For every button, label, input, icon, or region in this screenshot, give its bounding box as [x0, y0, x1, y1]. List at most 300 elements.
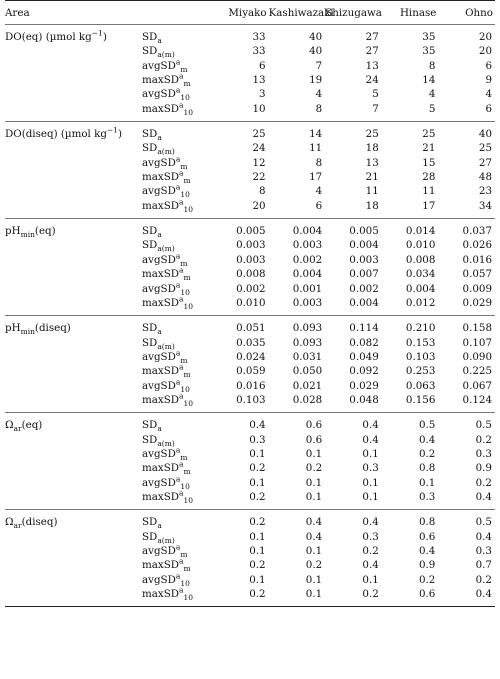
- cell-value: 0.008: [236, 268, 266, 281]
- cell-value: 0.035: [236, 336, 266, 349]
- cell-value: 20: [478, 45, 492, 58]
- table-row: [5, 587, 495, 601]
- cell-value: 11: [422, 185, 436, 198]
- cell-value: 0.082: [349, 336, 379, 349]
- group-title-empty: [5, 461, 142, 475]
- table-group: [5, 122, 495, 219]
- cell-value: 0.009: [462, 282, 492, 295]
- cell-value: 0.3: [418, 490, 436, 503]
- group-title: DO(eq) (µmol $kg^{-1}$): [5, 28, 107, 43]
- cell-value: 0.004: [292, 225, 323, 238]
- cell-value: 0.003: [292, 239, 323, 252]
- cell-value: 0.6: [418, 588, 436, 601]
- cell-value: 4: [315, 185, 323, 198]
- cell-value: 0.1: [362, 476, 379, 489]
- group-title-empty: [5, 447, 142, 461]
- stat-label: maxSD$^a_{10}$: [142, 294, 194, 311]
- cell-value: 0.003: [236, 253, 266, 266]
- group-title-empty: [5, 73, 142, 87]
- cell-value: 0.2: [362, 545, 379, 557]
- stat-label: avgSD$^a_m$: [142, 542, 188, 560]
- table-row: [5, 530, 495, 544]
- table-row: [5, 316, 495, 336]
- group-title-empty: [5, 393, 142, 407]
- header-station-miyako: Miyako: [212, 1, 269, 25]
- cell-value: 0.093: [292, 336, 323, 349]
- stat-label: maxSD$^a_m$: [142, 71, 191, 89]
- table-row: [5, 122, 495, 142]
- cell-value: 0.004: [349, 239, 379, 252]
- stat-label: avgSD$^a_{10}$: [142, 85, 190, 103]
- table-row: [5, 156, 495, 170]
- header-area: Area: [5, 1, 142, 25]
- group-title-empty: [5, 530, 142, 544]
- table-row: [5, 253, 495, 267]
- cell-value: 0.050: [292, 365, 323, 378]
- cell-value: 0.031: [292, 350, 323, 363]
- cell-value: 0.2: [362, 588, 379, 601]
- cell-value: 0.063: [405, 379, 436, 392]
- cell-value: 0.4: [305, 530, 323, 543]
- stat-label: maxSD$^a_m$: [142, 459, 191, 477]
- table-header: [5, 1, 495, 25]
- cell-value: 0.4: [475, 490, 492, 503]
- cell-value: 0.6: [305, 433, 323, 446]
- cell-value: 3: [259, 88, 266, 101]
- stat-label: maxSD$^a_{10}$: [142, 391, 194, 408]
- table-row: [5, 184, 495, 198]
- group-title-empty: [5, 238, 142, 252]
- group-title-empty: [5, 544, 142, 558]
- stat-label: avgSD$^a_m$: [142, 251, 188, 268]
- stat-label: avgSD$^a_m$: [142, 154, 188, 171]
- group-title-empty: [5, 364, 142, 378]
- cell-value: 0.059: [236, 365, 266, 378]
- cell-value: 0.002: [349, 282, 379, 295]
- cell-value: 0.4: [418, 545, 436, 557]
- cell-value: 0.021: [292, 379, 323, 392]
- cell-value: 6: [485, 102, 492, 115]
- cell-value: 23: [478, 185, 492, 198]
- cell-value: 13: [252, 74, 266, 87]
- group-title-empty: [5, 170, 142, 184]
- cell-value: 22: [252, 171, 266, 184]
- cell-value: 0.2: [249, 462, 266, 475]
- cell-value: 0.005: [236, 225, 266, 238]
- cell-value: 17: [422, 199, 436, 212]
- cell-value: 0.4: [362, 433, 379, 446]
- cell-value: 4: [315, 88, 323, 101]
- table-row: [5, 379, 495, 393]
- table-row: [5, 433, 495, 447]
- table-row: [5, 364, 495, 378]
- cell-value: 18: [365, 142, 379, 155]
- cell-value: 8: [259, 185, 266, 198]
- cell-value: 0.2: [249, 559, 266, 572]
- cell-value: 0.3: [475, 447, 492, 460]
- cell-value: 0.8: [418, 462, 436, 475]
- table-row: [5, 413, 495, 433]
- cell-value: 0.1: [249, 573, 266, 586]
- cell-value: 14: [422, 74, 436, 87]
- table-row: [5, 102, 495, 116]
- group-title-empty: [5, 87, 142, 101]
- stat-label: maxSD$^a_m$: [142, 362, 191, 380]
- group-title-empty: [5, 490, 142, 504]
- cell-value: 0.048: [349, 393, 379, 406]
- cell-value: 0.002: [236, 282, 266, 295]
- cell-value: 25: [422, 128, 436, 141]
- stat-label: $SD_{a(m)}$: [142, 142, 175, 157]
- cell-value: 18: [365, 199, 379, 212]
- stat-label: avgSD$^a_{10}$: [142, 474, 190, 491]
- group-title-empty: [5, 336, 142, 350]
- group-title-empty: [5, 253, 142, 267]
- group-title-empty: [5, 59, 142, 73]
- cell-value: 6: [315, 199, 323, 212]
- stat-label: maxSD$^a_{10}$: [142, 585, 194, 603]
- cell-value: 0.1: [305, 573, 323, 586]
- cell-value: 0.158: [462, 322, 492, 335]
- stat-label: $SD_a$: [142, 516, 162, 531]
- cell-value: 27: [478, 156, 492, 169]
- stat-label: avgSD$^a_m$: [142, 445, 188, 462]
- stat-label: maxSD$^a_m$: [142, 265, 191, 283]
- cell-value: 5: [428, 102, 436, 115]
- cell-value: 0.003: [292, 296, 323, 309]
- cell-value: 0.093: [292, 322, 323, 335]
- cell-value: 0.1: [362, 490, 379, 503]
- stat-label: avgSD$^a_{10}$: [142, 571, 190, 588]
- cell-value: 0.016: [462, 253, 492, 266]
- cell-value: 0.2: [475, 476, 492, 489]
- cell-value: 11: [365, 185, 379, 198]
- cell-value: 0.067: [462, 379, 492, 392]
- cell-value: 0.3: [475, 545, 492, 557]
- cell-value: 0.7: [475, 559, 492, 572]
- cell-value: 0.9: [418, 559, 436, 572]
- table-row: [5, 25, 495, 45]
- group-title: DO(diseq) (µmol $kg^{-1}$): [5, 125, 123, 141]
- cell-value: 8: [315, 156, 323, 169]
- stat-label: $SD_{a(m)}$: [142, 433, 175, 448]
- cell-value: 25: [365, 128, 379, 141]
- cell-value: 0.5: [475, 419, 492, 432]
- group-title: $\Omega_{ar}(diseq)$: [5, 516, 58, 531]
- cell-value: 0.3: [249, 433, 266, 446]
- cell-value: 0.2: [305, 462, 323, 475]
- cell-value: 0.2: [475, 433, 492, 446]
- cell-value: 0.1: [305, 447, 323, 460]
- cell-value: 0.2: [305, 559, 323, 572]
- cell-value: 5: [372, 88, 379, 101]
- stat-label: avgSD$^a_m$: [142, 57, 188, 74]
- cell-value: 7: [315, 59, 323, 72]
- cell-value: 0.5: [475, 516, 492, 529]
- cell-value: 0.092: [349, 365, 379, 378]
- cell-value: 0.4: [362, 516, 379, 529]
- cell-value: 0.8: [418, 516, 436, 529]
- table-row: [5, 59, 495, 73]
- table-row: [5, 199, 495, 213]
- stat-label: $SD_a$: [142, 31, 162, 46]
- cell-value: 12: [252, 156, 266, 169]
- cell-value: 0.001: [292, 282, 323, 295]
- cell-value: 0.024: [236, 350, 266, 363]
- cell-value: 0.1: [249, 476, 266, 489]
- stat-label: $SD_a$: [142, 128, 162, 143]
- stat-label: maxSD$^a_{10}$: [142, 197, 194, 214]
- cell-value: 0.2: [418, 573, 436, 586]
- cell-value: 40: [478, 128, 492, 141]
- stat-label: avgSD$^a_{10}$: [142, 377, 190, 394]
- table-row: [5, 87, 495, 101]
- group-title-empty: [5, 558, 142, 572]
- cell-value: 0.012: [405, 296, 436, 309]
- table-row: [5, 490, 495, 504]
- group-title-empty: [5, 156, 142, 170]
- stat-label: $SD_{a(m)}$: [142, 530, 175, 545]
- cell-value: 0.6: [418, 530, 436, 543]
- cell-value: 0.1: [305, 588, 323, 601]
- cell-value: 20: [252, 199, 266, 212]
- table-row: [5, 476, 495, 490]
- group-title-empty: [5, 141, 142, 155]
- cell-value: 6: [485, 59, 492, 72]
- header-stat: [142, 1, 212, 25]
- cell-value: 0.9: [475, 462, 492, 475]
- cell-value: 0.2: [249, 490, 266, 503]
- cell-value: 0.4: [475, 588, 492, 601]
- cell-value: 0.016: [236, 379, 266, 392]
- stat-label: $SD_{a(m)}$: [142, 336, 175, 351]
- group-title: $\Omega_{ar}(eq)$: [5, 419, 43, 434]
- table-row: [5, 573, 495, 587]
- cell-value: 8: [428, 59, 436, 72]
- table-row: [5, 44, 495, 58]
- cell-value: 21: [365, 171, 379, 184]
- table-row: [5, 73, 495, 87]
- table-row: [5, 219, 495, 239]
- group-title-empty: [5, 44, 142, 58]
- cell-value: 0.010: [236, 296, 266, 309]
- cell-value: 0.225: [462, 365, 492, 378]
- cell-value: 34: [478, 199, 492, 212]
- cell-value: 0.004: [349, 296, 379, 309]
- cell-value: 0.1: [305, 476, 323, 489]
- table-group: [5, 25, 495, 122]
- cell-value: 0.028: [292, 393, 323, 406]
- cell-value: 0.002: [292, 253, 323, 266]
- cell-value: 0.103: [405, 350, 436, 363]
- table-row: [5, 461, 495, 475]
- table-row: [5, 393, 495, 407]
- cell-value: 0.029: [462, 296, 492, 309]
- cell-value: 0.114: [349, 322, 379, 335]
- group-title: $pH_{min}(diseq)$: [5, 322, 71, 337]
- group-title-empty: [5, 350, 142, 364]
- stat-label: maxSD$^a_m$: [142, 556, 191, 574]
- cell-value: 6: [259, 59, 266, 72]
- cell-value: 0.003: [236, 239, 266, 252]
- header-row: [5, 1, 495, 25]
- stat-label: avgSD$^a_{10}$: [142, 183, 190, 200]
- stat-label: maxSD$^a_m$: [142, 168, 191, 186]
- table-group: [5, 510, 495, 607]
- cell-value: 8: [315, 102, 323, 115]
- group-title-empty: [5, 379, 142, 393]
- header-station-shizugawa: Shizugawa: [325, 1, 382, 25]
- table-row: [5, 141, 495, 155]
- cell-value: 33: [252, 31, 266, 43]
- cell-value: 48: [478, 171, 492, 184]
- cell-value: 0.1: [362, 447, 379, 460]
- group-title-empty: [5, 573, 142, 587]
- cell-value: 0.1: [418, 476, 436, 489]
- group-title-empty: [5, 282, 142, 296]
- header-station-hinase: Hinase: [382, 1, 439, 25]
- group-title-empty: [5, 102, 142, 116]
- cell-value: 7: [372, 102, 379, 115]
- group-title-empty: [5, 476, 142, 490]
- cell-value: 0.008: [405, 253, 436, 266]
- cell-value: 0.107: [462, 336, 492, 349]
- cell-value: 25: [252, 128, 266, 141]
- table-row: [5, 267, 495, 281]
- group-spacer-cell: [5, 601, 495, 607]
- stat-label: $SD_a$: [142, 419, 162, 434]
- cell-value: 0.090: [462, 350, 492, 363]
- cell-value: 0.007: [349, 268, 379, 281]
- cell-value: 0.4: [418, 433, 436, 446]
- stat-label: $SD_{a(m)}$: [142, 45, 175, 60]
- cell-value: 0.253: [405, 365, 436, 378]
- table-group: [5, 316, 495, 413]
- cell-value: 33: [252, 45, 266, 58]
- table-group: [5, 219, 495, 316]
- cell-value: 0.010: [405, 239, 436, 252]
- group-spacer: [5, 601, 495, 607]
- cell-value: 0.057: [462, 268, 492, 281]
- cell-value: 0.005: [349, 225, 379, 238]
- cell-value: 0.1: [249, 447, 266, 460]
- cell-value: 0.051: [236, 322, 266, 335]
- cell-value: 10: [252, 102, 266, 115]
- cell-value: 0.153: [405, 336, 436, 349]
- cell-value: 15: [422, 156, 436, 169]
- cell-value: 0.6: [305, 419, 323, 432]
- cell-value: 35: [422, 31, 436, 43]
- stat-label: maxSD$^a_{10}$: [142, 488, 194, 506]
- cell-value: 0.049: [349, 350, 379, 363]
- cell-value: 27: [365, 31, 379, 43]
- stat-label: avgSD$^a_{10}$: [142, 280, 190, 297]
- cell-value: 0.103: [236, 393, 266, 406]
- cell-value: 13: [365, 156, 379, 169]
- cell-value: 0.1: [305, 490, 323, 503]
- table-row: [5, 238, 495, 252]
- cell-value: 11: [309, 142, 323, 155]
- cell-value: 0.026: [462, 239, 492, 252]
- cell-value: 0.2: [418, 447, 436, 460]
- statistics-table: [5, 0, 495, 607]
- table-group: [5, 413, 495, 510]
- cell-value: 20: [478, 31, 492, 43]
- cell-value: 0.3: [362, 462, 379, 475]
- stat-label: $SD_a$: [142, 322, 162, 337]
- cell-value: 13: [365, 59, 379, 72]
- cell-value: 35: [422, 45, 436, 58]
- table-row: [5, 350, 495, 364]
- cell-value: 0.5: [418, 419, 436, 432]
- cell-value: 27: [365, 45, 379, 58]
- cell-value: 25: [478, 142, 492, 155]
- cell-value: 0.4: [362, 419, 379, 432]
- cell-value: 0.1: [305, 545, 323, 557]
- cell-value: 0.2: [249, 516, 266, 529]
- cell-value: 9: [485, 74, 492, 87]
- cell-value: 24: [252, 142, 266, 155]
- cell-value: 17: [309, 171, 323, 184]
- cell-value: 14: [309, 128, 323, 141]
- table-row: [5, 558, 495, 572]
- table-row: [5, 170, 495, 184]
- cell-value: 0.124: [462, 393, 492, 406]
- cell-value: 0.1: [249, 530, 266, 543]
- group-title-empty: [5, 433, 142, 447]
- table-row: [5, 336, 495, 350]
- cell-value: 0.004: [292, 268, 323, 281]
- cell-value: 0.037: [462, 225, 492, 238]
- cell-value: 0.029: [349, 379, 379, 392]
- table-row: [5, 282, 495, 296]
- cell-value: 0.1: [362, 573, 379, 586]
- group-title-empty: [5, 184, 142, 198]
- group-title-empty: [5, 296, 142, 310]
- group-title-empty: [5, 587, 142, 601]
- stat-label: $SD_a$: [142, 225, 162, 240]
- cell-value: 0.4: [475, 530, 492, 543]
- cell-value: 0.1: [249, 545, 266, 557]
- cell-value: 0.210: [405, 322, 436, 335]
- cell-value: 28: [422, 171, 436, 184]
- cell-value: 0.004: [405, 282, 436, 295]
- table-row: [5, 296, 495, 310]
- table-row: [5, 447, 495, 461]
- table-row: [5, 544, 495, 558]
- cell-value: 4: [485, 88, 492, 101]
- cell-value: 19: [309, 74, 323, 87]
- cell-value: 0.2: [249, 588, 266, 601]
- cell-value: 0.014: [405, 225, 436, 238]
- stat-label: $SD_{a(m)}$: [142, 239, 175, 254]
- group-title-empty: [5, 267, 142, 281]
- cell-value: 0.003: [349, 253, 379, 266]
- cell-value: 0.4: [362, 559, 379, 572]
- cell-value: 24: [365, 74, 379, 87]
- header-station-kashiwazaki: Kashiwazaki: [269, 1, 326, 25]
- cell-value: 4: [428, 88, 436, 101]
- cell-value: 0.4: [305, 516, 323, 529]
- cell-value: 0.3: [362, 530, 379, 543]
- cell-value: 0.4: [249, 419, 266, 432]
- cell-value: 21: [422, 142, 436, 155]
- stat-label: avgSD$^a_m$: [142, 348, 188, 365]
- cell-value: 40: [309, 31, 323, 43]
- cell-value: 0.2: [475, 573, 492, 586]
- stat-label: maxSD$^a_{10}$: [142, 100, 194, 117]
- cell-value: 0.156: [405, 393, 436, 406]
